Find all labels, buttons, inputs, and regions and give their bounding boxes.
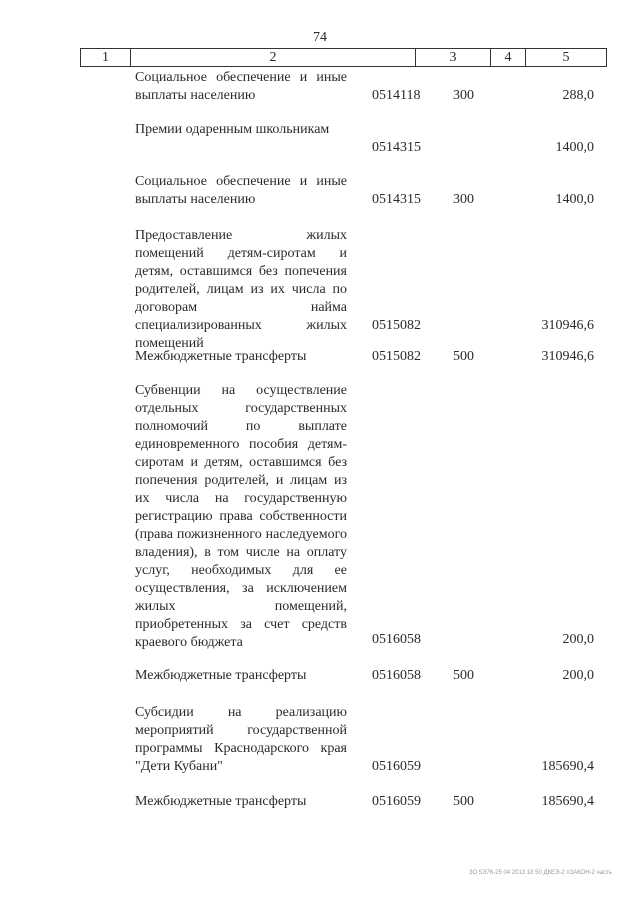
row-amount: 185690,4	[541, 759, 594, 774]
row-code: 0516059	[372, 794, 421, 809]
row-amount: 288,0	[562, 88, 594, 103]
header-col-4: 4	[491, 49, 526, 66]
row-name: Социальное обеспечение и иные выплаты населению	[135, 70, 347, 103]
row-amount: 200,0	[562, 668, 594, 683]
row-code: 0515082	[372, 318, 421, 333]
row-name: Премии одаренным школьникам	[135, 122, 330, 137]
row-code: 0516059	[372, 759, 421, 774]
row-type: 300	[453, 192, 474, 207]
row-name: Социальное обеспечение и иные выплаты населению	[135, 174, 347, 207]
header-col-5: 5	[562, 50, 570, 65]
row-amount: 185690,4	[541, 794, 594, 809]
row-amount: 310946,6	[541, 318, 594, 333]
document-footer: ЗО 5Э76-25 04 2013 18 50 ДКЕЭ-2 пЗАКОН-2 часть	[468, 870, 612, 876]
row-name: Межбюджетные трансферты	[135, 668, 307, 683]
header-col-3: 3	[416, 49, 491, 66]
row-code: 0514118	[372, 88, 421, 103]
row-code: 0516058	[372, 632, 421, 647]
row-code: 0515082	[372, 349, 421, 364]
row-type: 500	[453, 668, 474, 683]
row-name: Предоставление жилых помещений детям-сиротам и детям, оставшимся без попечения родителей, лицам из их числа по договорам найма специализированных жилых помещений	[135, 228, 347, 351]
row-amount: 200,0	[562, 632, 594, 647]
header-col-1: 1	[81, 49, 131, 66]
row-code: 0514315	[372, 140, 421, 155]
row-code: 0514315	[372, 192, 421, 207]
row-code: 0516058	[372, 668, 421, 683]
row-amount: 310946,6	[541, 349, 594, 364]
row-amount: 1400,0	[555, 192, 594, 207]
table-header	[80, 48, 607, 67]
row-type: 500	[453, 349, 474, 364]
row-type: 500	[453, 794, 474, 809]
page-number: 74	[313, 30, 327, 45]
row-name: Межбюджетные трансферты	[135, 349, 307, 364]
row-name: Субсидии на реализацию мероприятий государственной программы Краснодарского края "Дети Кубани"	[135, 705, 347, 774]
row-name: Субвенции на осуществление отдельных государственных полномочий по выплате единовременного пособия детям-сиротам и детям, оставшимся без попечения родителей, и лицам из их числа на государственную регистрацию права собственности (права пожизненного наследуемого владения), в том числе на оплату услуг, необходимых для ее осуществления, за исключением жилых помещений, приобретенных за счет средств краевого бюджета	[135, 383, 347, 650]
row-type: 300	[453, 88, 474, 103]
row-amount: 1400,0	[555, 140, 594, 155]
header-col-2: 2	[131, 49, 416, 66]
row-name: Межбюджетные трансферты	[135, 794, 307, 809]
